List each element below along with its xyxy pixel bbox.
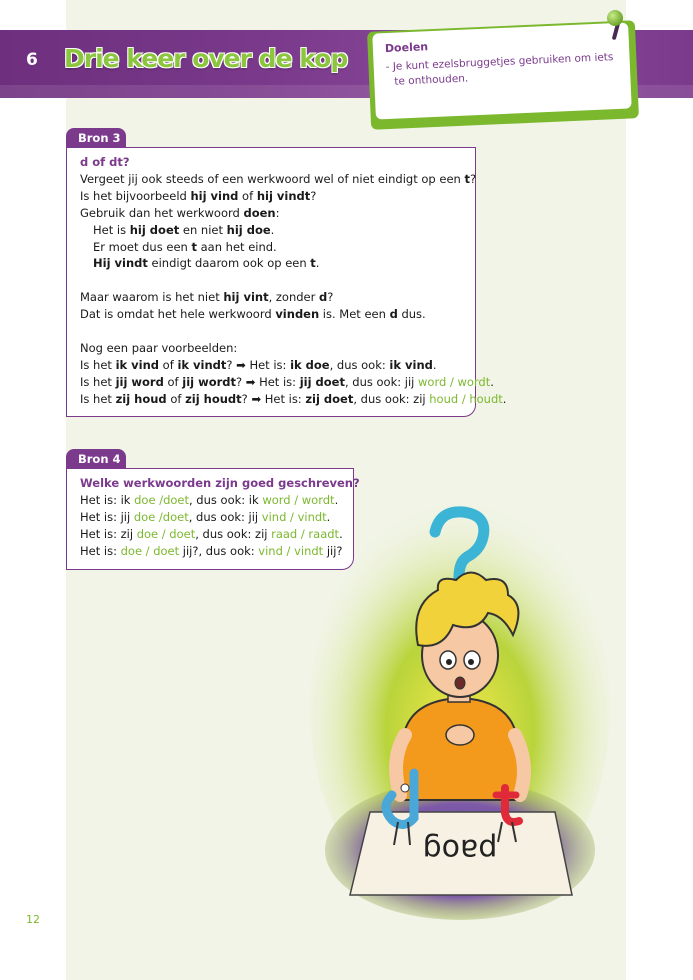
boy-mouth bbox=[455, 677, 465, 689]
bron3-example: Is het zij houd of zij houdt? ➡ Het is: zij doet, dus ook: zij houd / houdt. bbox=[80, 391, 507, 406]
bron3-example: Is het jij word of jij wordt? ➡ Het is: jij doet, dus ook: jij word / wordt. bbox=[80, 374, 494, 389]
bron3-title: d of dt? bbox=[80, 155, 130, 169]
bron4-row: Het is: jij doe /doet, dus ook: jij vind / vindt. bbox=[80, 509, 331, 524]
bron4-title: Welke werkwoorden zijn goed geschreven? bbox=[80, 476, 360, 490]
bron3-line: Hij vindt eindigt daarom ook op een t. bbox=[93, 256, 320, 271]
pushpin-icon bbox=[607, 10, 623, 26]
bron4-tab: Bron 4 bbox=[66, 449, 126, 469]
bron3-line: Maar waarom is het niet hij vint, zonder d? bbox=[80, 290, 334, 305]
bron3-example: Is het ik vind of ik vindt? ➡ Het is: ik doe, dus ook: ik vind. bbox=[80, 357, 437, 372]
spacer bbox=[80, 323, 475, 340]
bron3-line: Nog een paar voorbeelden: bbox=[80, 340, 238, 355]
goals-card bbox=[372, 22, 632, 119]
bron4-row: Het is: zij doe / doet, dus ook: zij raad / raadt. bbox=[80, 526, 343, 541]
bron3-line: Is het bijvoorbeeld hij vind of hij vindt? bbox=[80, 188, 317, 203]
goals-title: Doelen bbox=[384, 40, 429, 56]
bron3-line: Vergeet jij ook steeds of een werkwoord wel of niet eindigt op een t? bbox=[80, 171, 477, 186]
bron3-box bbox=[66, 147, 507, 417]
bron3-tab: Bron 3 bbox=[66, 128, 126, 148]
bron3-line: Dat is omdat het hele werkwoord vinden is. Met een d dus. bbox=[80, 307, 426, 322]
goals-item: - Je kunt ezelsbruggetjes gebruiken om iets bbox=[385, 51, 614, 74]
bron3-line: Het is hij doet en niet hij doe. bbox=[93, 222, 275, 237]
arrow-right-icon: ➡ bbox=[236, 357, 246, 372]
arrow-right-icon: ➡ bbox=[251, 391, 262, 406]
boy-illustration bbox=[310, 470, 610, 920]
bron4-row: Het is: doe / doet jij?, dus ook: vind / vindt jij? bbox=[80, 543, 343, 558]
boy-hand bbox=[446, 725, 474, 745]
spacer bbox=[80, 272, 475, 289]
chapter-number: 6 bbox=[26, 50, 38, 70]
bron3-line: Gebruik dan het werkwoord doen: bbox=[80, 205, 280, 220]
goals-item: te onthouden. bbox=[394, 72, 469, 88]
page-number: 12 bbox=[26, 913, 40, 926]
chapter-title: Drie keer over de kop bbox=[64, 44, 348, 73]
paper-text: paog bbox=[422, 832, 498, 867]
arrow-right-icon: ➡ bbox=[245, 374, 256, 389]
bron4-row: Het is: ik doe /doet, dus ook: ik word / wordt. bbox=[80, 492, 339, 507]
bron3-line: Er moet dus een t aan het eind. bbox=[93, 239, 277, 254]
